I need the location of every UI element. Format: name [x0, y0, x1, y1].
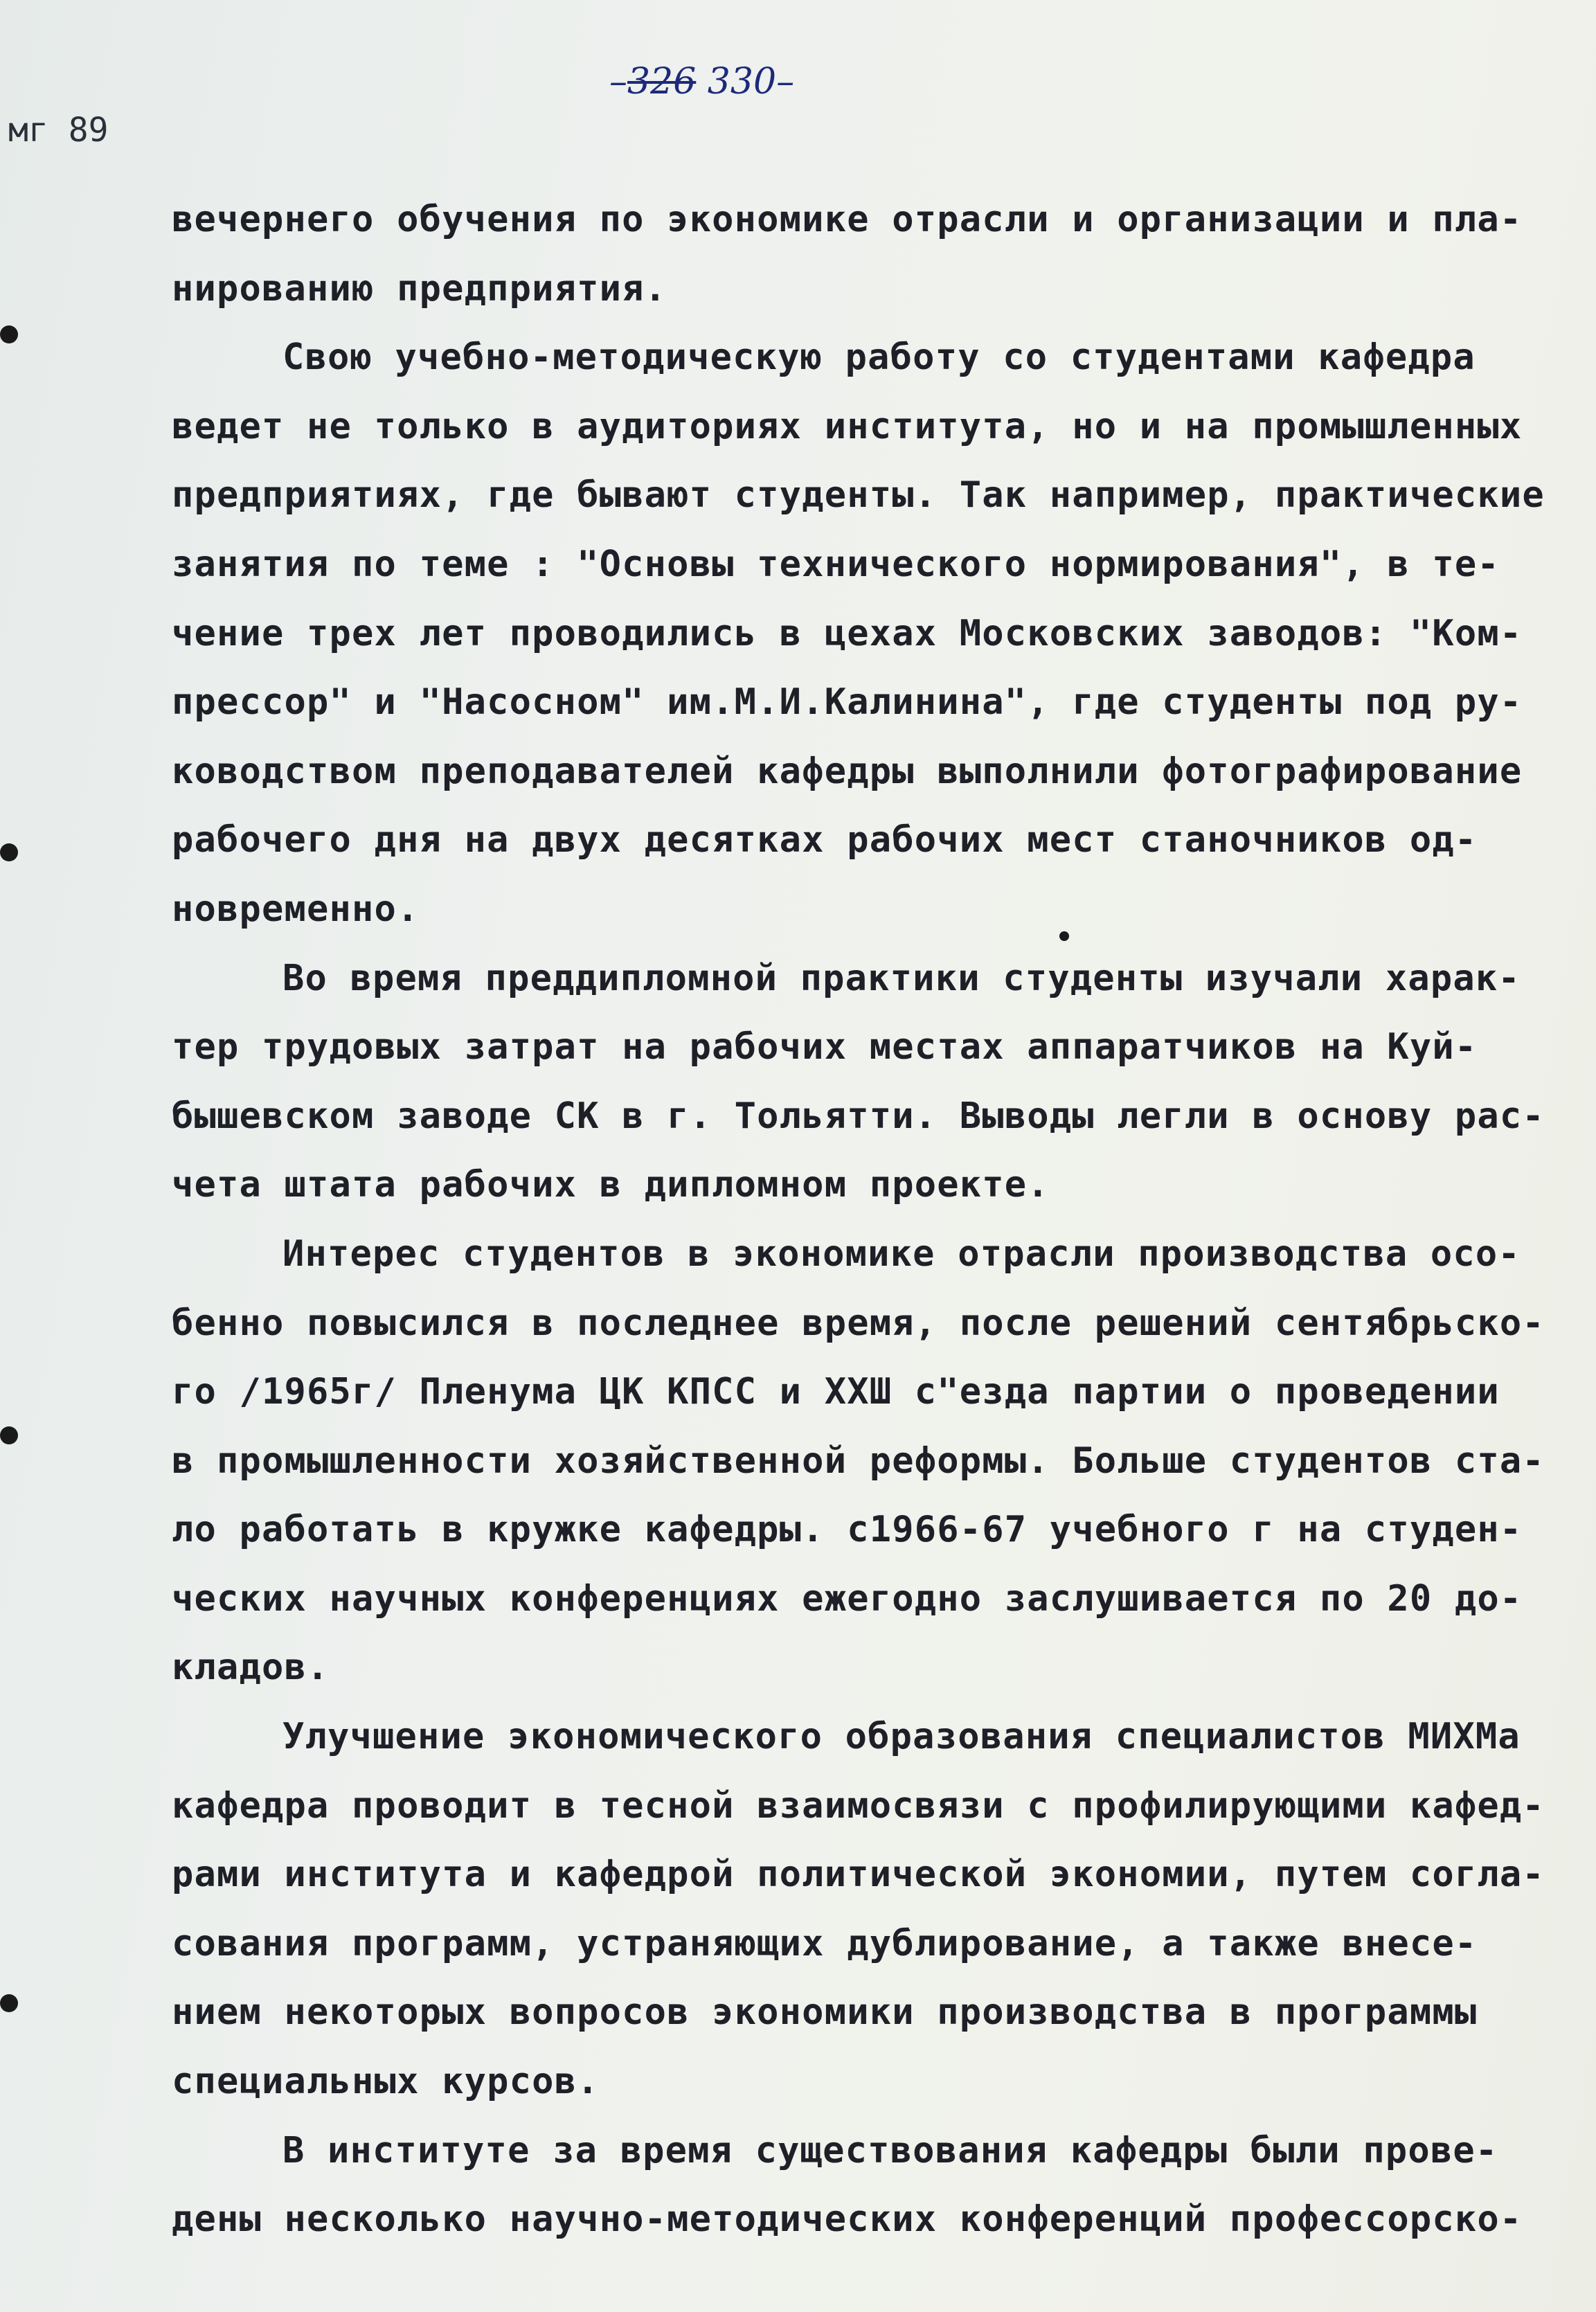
crossed-page-number: 326: [627, 61, 697, 102]
text-line: В институте за время существования кафедры были прове-: [283, 2129, 1498, 2171]
text-line: нированию предприятия.: [172, 267, 667, 310]
text-line: тер трудовых затрат на рабочих местах аппаратчиков на Куй-: [172, 1026, 1478, 1068]
punch-hole: [0, 1426, 18, 1444]
text-line: Во время преддипломной практики студенты изучали харак-: [283, 957, 1521, 999]
punch-hole: [0, 843, 18, 861]
text-line: рами института и кафедрой политической экономии, путем согла-: [172, 1854, 1545, 1896]
text-line: дены несколько научно-методических конференций профессорско-: [172, 2198, 1523, 2241]
punch-hole: [0, 325, 18, 343]
text-line: ло работать в кружке кафедры. с1966-67 учебного г на студен-: [172, 1509, 1523, 1551]
text-line: бышевском заводе СК в г. Тольятти. Выводы легли в основу рас-: [172, 1095, 1545, 1137]
page-number: 330: [707, 61, 777, 102]
text-line: чение трех лет проводились в цехах Московских заводов: "Ком-: [172, 612, 1523, 654]
text-line: прессор" и "Насосном" им.М.И.Калинина", где студенты под ру-: [172, 681, 1523, 724]
text-line: предприятиях, где бывают студенты. Так например, практические: [172, 474, 1545, 517]
text-line: Улучшение экономического образования специалистов МИХМа: [283, 1716, 1521, 1758]
text-line: чета штата рабочих в дипломном проекте.: [172, 1164, 1050, 1206]
text-line: занятия по теме : "Основы технического нормирования", в те-: [172, 543, 1500, 585]
text-line: ведет не только в аудиториях института, но и на промышленных: [172, 405, 1523, 447]
page-number-handwritten: –326 330–: [609, 61, 795, 102]
text-line: Интерес студентов в экономике отрасли производства осо-: [283, 1233, 1521, 1275]
text-line: Свою учебно-методическую работу со студентами кафедра: [283, 337, 1476, 379]
punch-hole: [0, 1994, 18, 2012]
text-line: кладов.: [172, 1647, 330, 1689]
text-line: вечернего обучения по экономике отрасли и организации и пла-: [172, 199, 1523, 240]
text-line: в промышленности хозяйственной реформы. Больше студентов ста-: [172, 1440, 1545, 1482]
text-line: нием некоторых вопросов экономики производства в программы: [172, 1991, 1478, 2034]
typed-text-body: [172, 186, 1563, 2255]
margin-note: мг 89: [8, 111, 109, 150]
text-line: бенно повысился в последнее время, после решений сентябрьско-: [172, 1302, 1545, 1344]
text-line: специальных курсов.: [172, 2061, 600, 2103]
text-line: сования программ, устраняющих дублирование, а также внесе-: [172, 1922, 1478, 1964]
text-line: ческих научных конференциях ежегодно заслушивается по 20 до-: [172, 1577, 1523, 1620]
text-line: новременно.: [172, 888, 420, 930]
text-line: рабочего дня на двух десятках рабочих мест станочников од-: [172, 819, 1478, 861]
text-line: ководством преподавателей кафедры выполнили фотографирование: [172, 750, 1523, 792]
text-line: го /1965г/ Пленума ЦК КПСС и XXШ с"езда партии о проведении: [172, 1371, 1500, 1413]
text-line: кафедра проводит в тесной взаимосвязи с профилирующими кафед-: [172, 1784, 1545, 1827]
